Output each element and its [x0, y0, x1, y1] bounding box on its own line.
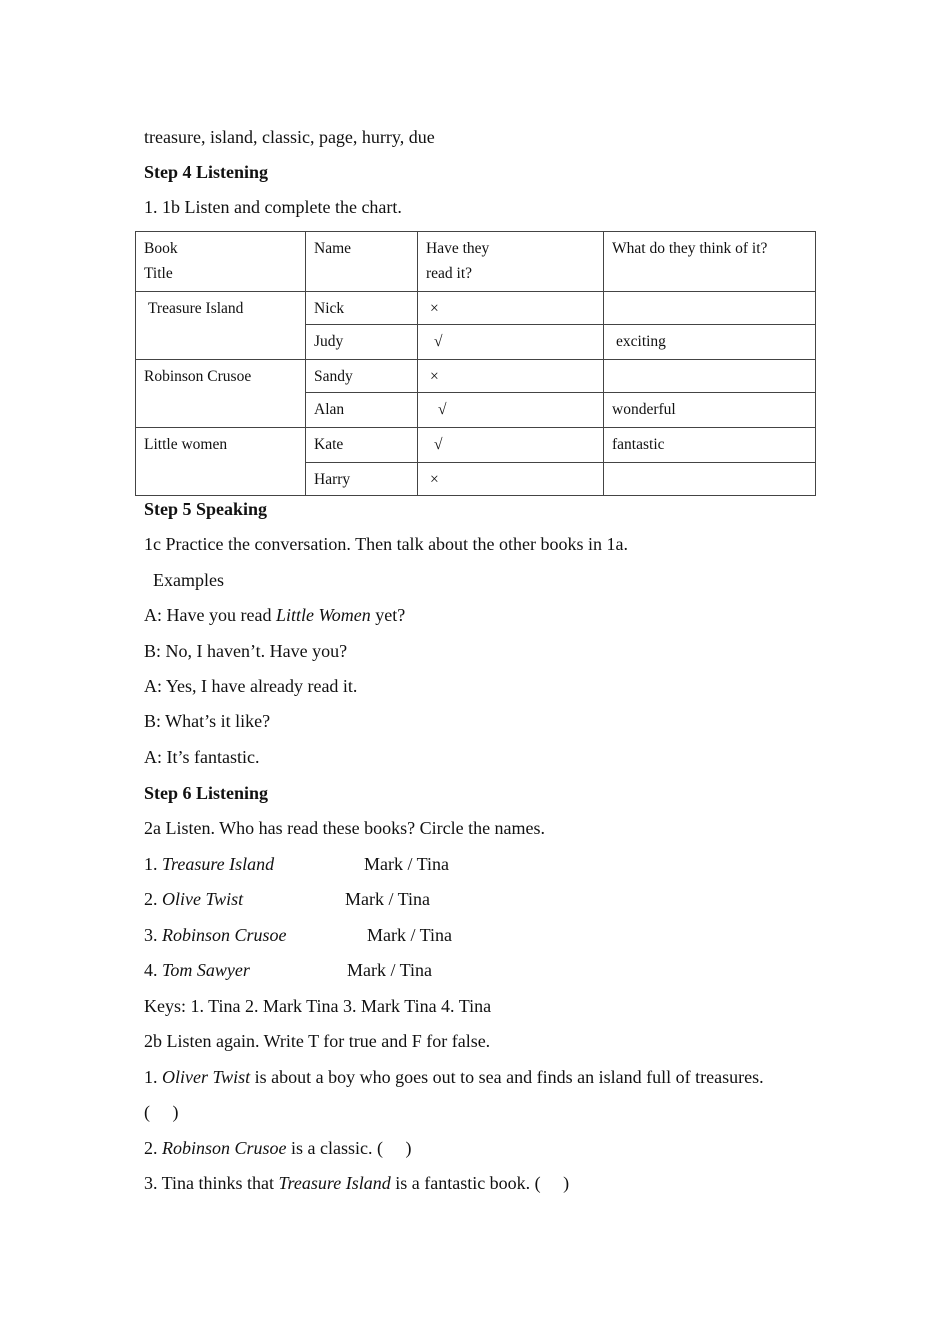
- read-cell: √: [418, 325, 604, 360]
- read-cell: ×: [418, 292, 604, 325]
- listening-chart: [135, 231, 816, 496]
- answer-blank: ( ): [144, 1102, 179, 1122]
- circle-item: 4. Tom Sawyer: [144, 960, 250, 980]
- read-cell: ×: [418, 360, 604, 393]
- read-cell: √: [418, 393, 604, 428]
- think-cell: [604, 360, 816, 393]
- step4-instruction: 1. 1b Listen and complete the chart.: [144, 197, 402, 217]
- dialog-line: B: No, I haven’t. Have you?: [144, 641, 348, 661]
- think-cell: exciting: [604, 325, 816, 360]
- name-cell: Nick: [306, 292, 418, 325]
- read-cell: ×: [418, 463, 604, 496]
- read-cell: √: [418, 428, 604, 463]
- dialog-line: B: What’s it like?: [144, 711, 271, 731]
- table-row: [136, 292, 816, 325]
- true-false-item: 2. Robinson Crusoe is a classic. ( ): [144, 1138, 412, 1158]
- name-choice: Mark / Tina: [347, 960, 433, 980]
- true-false-item: 3. Tina thinks that Treasure Island is a fantastic book. ( ): [144, 1173, 570, 1193]
- true-false-item: 1. Oliver Twist is about a boy who goes out to sea and finds an island full of treasures.: [144, 1067, 764, 1087]
- name-cell: Kate: [306, 428, 418, 463]
- name-choice: Mark / Tina: [345, 889, 431, 909]
- step6-instruction-2a: 2a Listen. Who has read these books? Circle the names.: [144, 818, 546, 838]
- step5-instruction: 1c Practice the conversation. Then talk about the other books in 1a.: [144, 534, 629, 554]
- table-row: [136, 428, 816, 463]
- header-book-title: Book Title: [136, 232, 306, 292]
- name-cell: Judy: [306, 325, 418, 360]
- step6-instruction-2b: 2b Listen again. Write T for true and F for false.: [144, 1031, 491, 1051]
- vocabulary-list: treasure, island, classic, page, hurry, due: [144, 127, 435, 147]
- think-cell: wonderful: [604, 393, 816, 428]
- circle-item: 1. Treasure Island: [144, 854, 275, 874]
- circle-item: 3. Robinson Crusoe: [144, 925, 287, 945]
- book-title-cell: Robinson Crusoe: [136, 360, 306, 428]
- book-title-cell: Little women: [136, 428, 306, 496]
- table-header-row: [136, 232, 816, 292]
- dialog-line: A: Yes, I have already read it.: [144, 676, 358, 696]
- circle-item: 2. Olive Twist: [144, 889, 244, 909]
- header-read: Have they read it?: [418, 232, 604, 292]
- dialog-line: A: It’s fantastic.: [144, 747, 260, 767]
- name-cell: Harry: [306, 463, 418, 496]
- table-row: [136, 360, 816, 393]
- step4-heading: Step 4 Listening: [144, 162, 269, 182]
- think-cell: [604, 463, 816, 496]
- name-choice: Mark / Tina: [367, 925, 453, 945]
- name-choice: Mark / Tina: [364, 854, 450, 874]
- dialog-line: A: Have you read Little Women yet?: [144, 605, 406, 625]
- think-cell: [604, 292, 816, 325]
- step5-heading: Step 5 Speaking: [144, 499, 268, 519]
- think-cell: fantastic: [604, 428, 816, 463]
- examples-label: Examples: [153, 570, 224, 590]
- answer-keys: Keys: 1. Tina 2. Mark Tina 3. Mark Tina 4. Tina: [144, 996, 492, 1016]
- name-cell: Sandy: [306, 360, 418, 393]
- name-cell: Alan: [306, 393, 418, 428]
- step6-heading: Step 6 Listening: [144, 783, 269, 803]
- header-think: What do they think of it?: [604, 232, 816, 292]
- header-name: Name: [306, 232, 418, 292]
- book-title-cell: Treasure Island: [136, 292, 306, 360]
